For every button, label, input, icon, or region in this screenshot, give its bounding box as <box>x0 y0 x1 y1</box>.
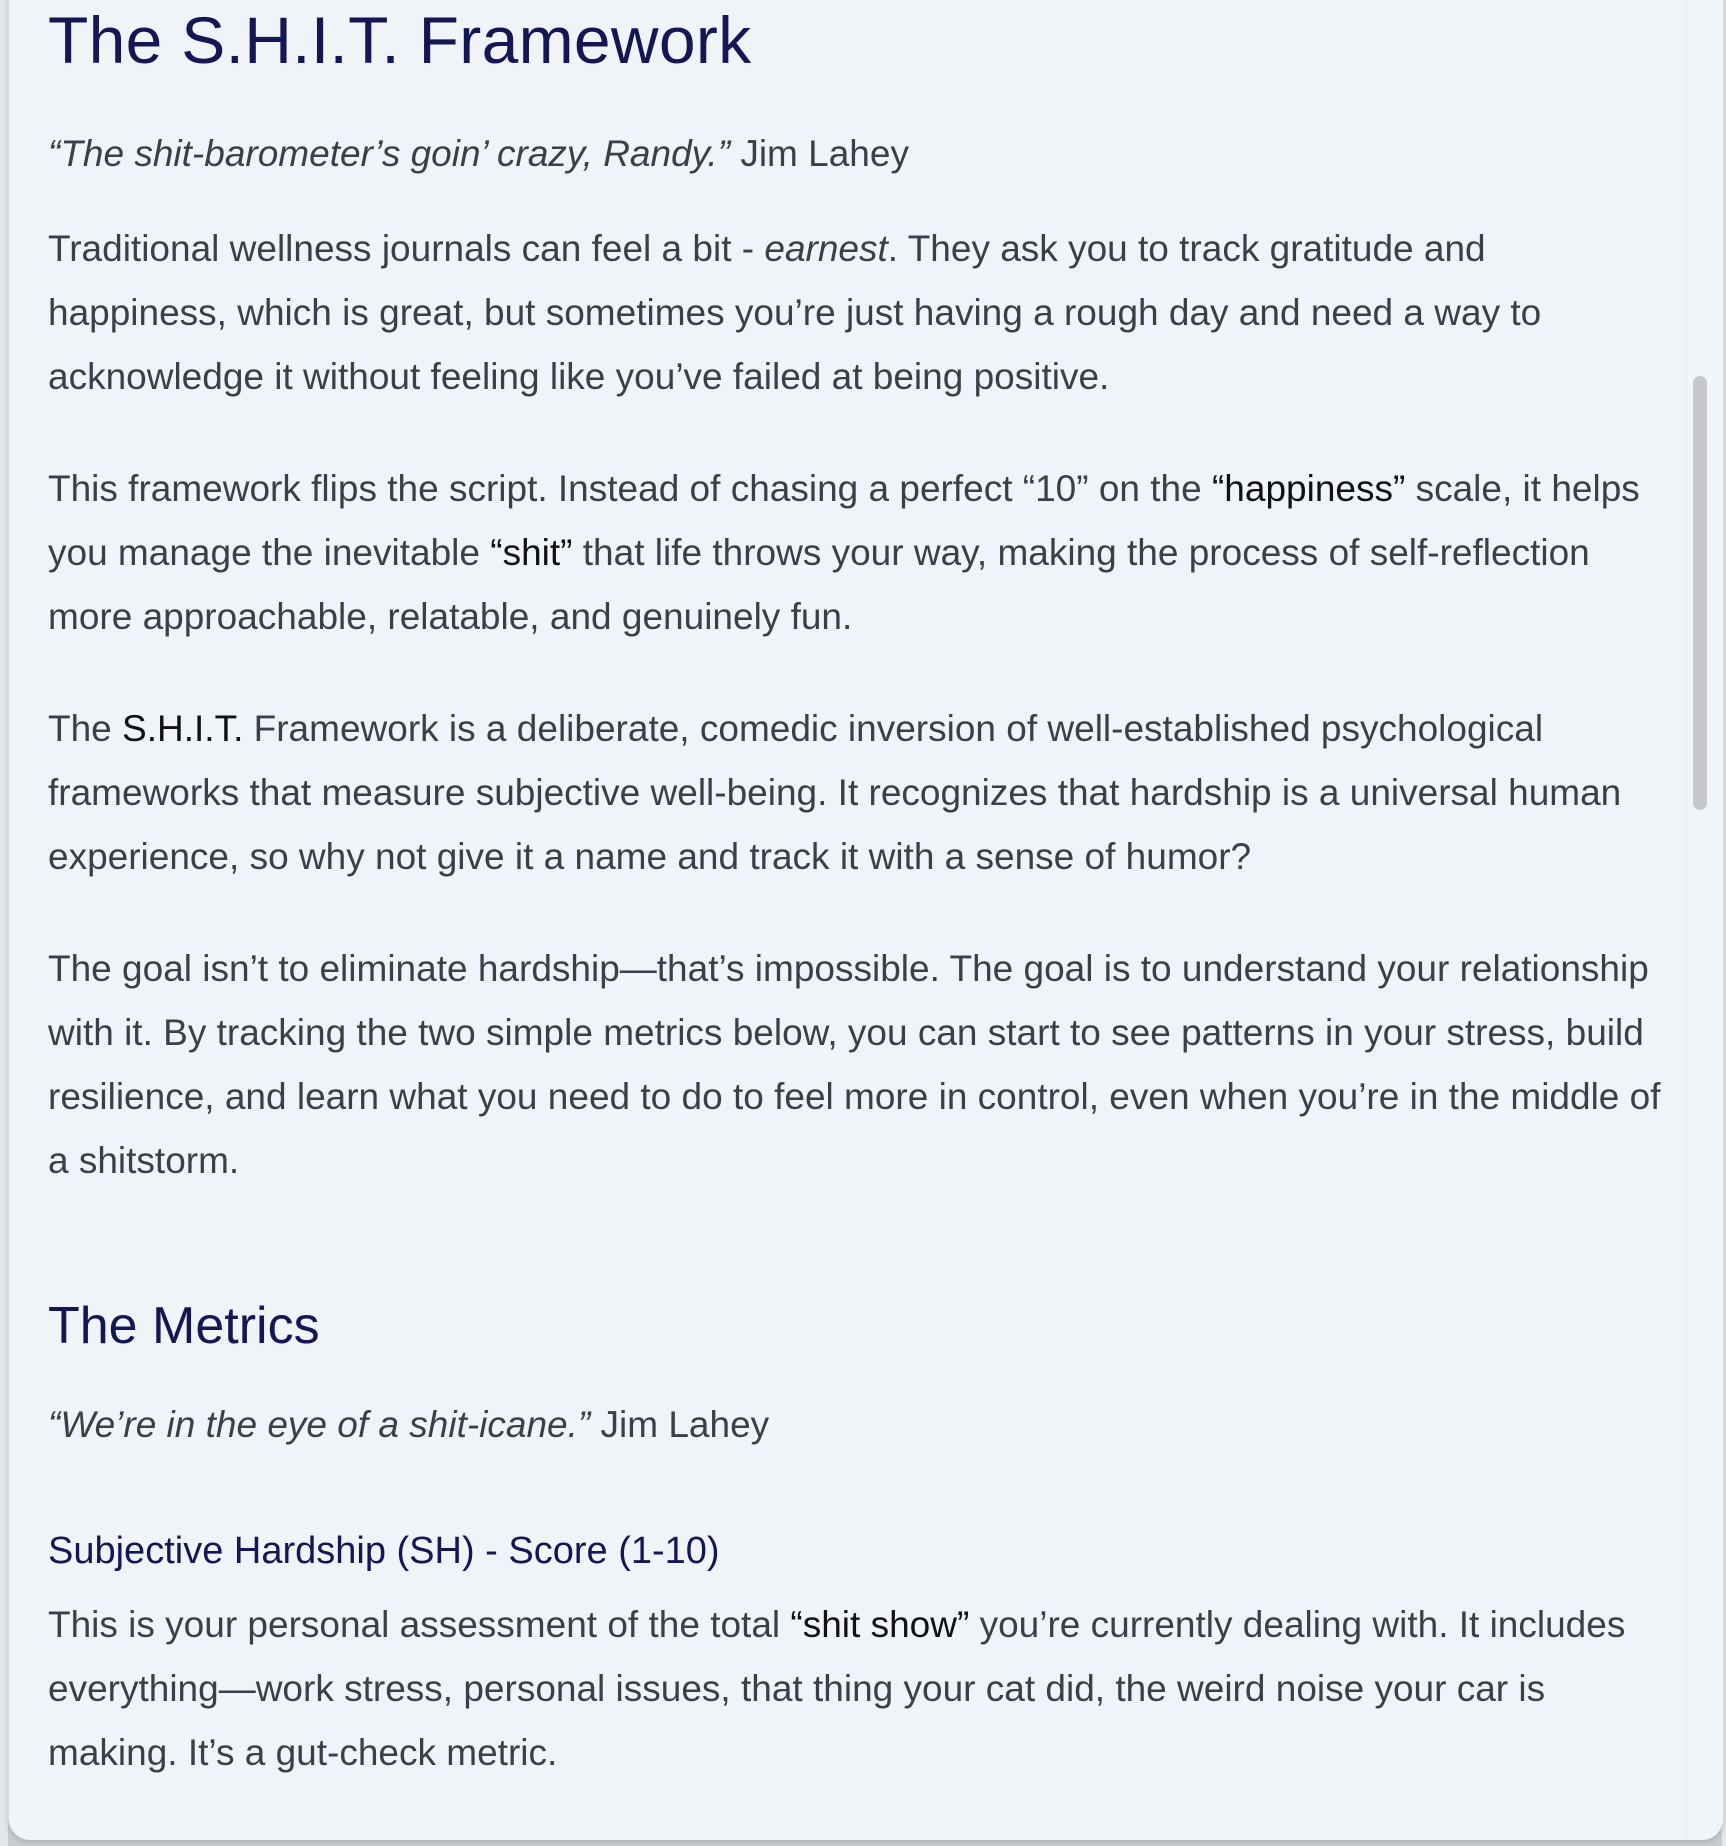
quote-text: “The shit-barometer’s goin’ crazy, Randy.” <box>48 133 731 174</box>
para2-strong-happiness: “happiness” <box>1211 468 1406 509</box>
para2-text-c: that life throws your way, making the process of self-reflection more approachable, relatable, and genuinely fun. <box>48 532 1590 637</box>
sh-strong-shit-show: “shit show” <box>790 1604 970 1645</box>
para3-strong-acronym: S.H.I.T. <box>122 708 244 749</box>
sh-heading: Subjective Hardship (SH) - Score (1-10) <box>48 1530 720 1572</box>
inversion-paragraph <box>48 697 1668 889</box>
metrics-quote-text: “We’re in the eye of a shit-icane.” <box>48 1404 591 1445</box>
para2-strong-shit: “shit” <box>490 532 573 573</box>
para1-text-b: . They ask you to track gratitude and happiness, which is great, but sometimes you’re just having a rough day and need a way to acknowledge it without feeling like you’ve failed at being positive. <box>48 228 1542 397</box>
scrollbar-track[interactable] <box>1686 0 1717 1840</box>
framework-paragraph <box>48 457 1668 649</box>
metrics-quote <box>48 1393 1668 1457</box>
sh-paragraph <box>48 1593 1668 1785</box>
para1-emphasis: earnest <box>764 228 888 269</box>
document-panel <box>8 0 1724 1840</box>
para1-text-a: Traditional wellness journals can feel a bit - <box>48 228 765 269</box>
sh-text-a: This is your personal assessment of the total <box>48 1604 791 1645</box>
para3-text-a: The <box>48 708 123 749</box>
scrollbar-thumb[interactable] <box>1693 376 1707 810</box>
sh-text-b: you’re currently dealing with. It includes everything—work stress, personal issues, that thing your cat did, the weird noise your car is making. It’s a gut-check metric. <box>48 1604 1626 1773</box>
quote-author: Jim Lahey <box>740 133 909 174</box>
intro-paragraph <box>48 217 1668 409</box>
metrics-quote-author: Jim Lahey <box>600 1404 770 1445</box>
epigraph-quote <box>48 122 1668 186</box>
para2-text-a: This framework flips the script. Instead of chasing a perfect “10” on the <box>48 468 1212 509</box>
para2-text-b: scale, it helps you manage the inevitable <box>48 468 1640 573</box>
page-title: The S.H.I.T. Framework <box>48 3 752 77</box>
goal-paragraph: The goal isn’t to eliminate hardship—that’s impossible. The goal is to understand your relationship with it. By tracking the two simple metrics below, you can start to see patterns in your stress, build resilience, and learn what you need to do to feel more in control, even when you’re in the middle of a shitstorm. <box>48 948 1661 1181</box>
metrics-heading: The Metrics <box>48 1297 320 1355</box>
para3-text-b: Framework is a deliberate, comedic inversion of well-established psychological frameworks that measure subjective well-being. It recognizes that hardship is a universal human experience, so why not give it a name and track it with a sense of humor? <box>48 708 1622 877</box>
window-edge-left <box>0 0 8 1846</box>
